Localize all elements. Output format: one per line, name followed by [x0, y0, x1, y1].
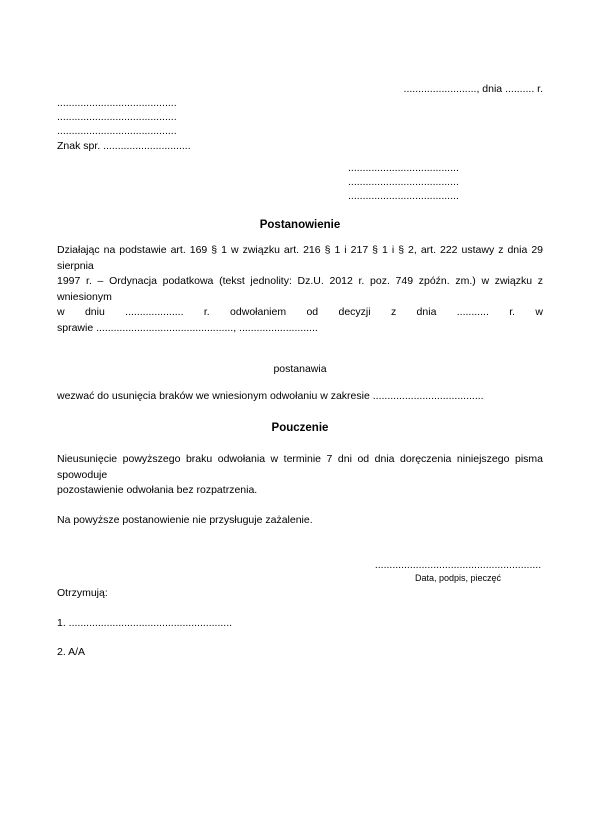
- sender-block: [57, 96, 543, 138]
- recipients-heading: Otrzymują:: [57, 586, 108, 599]
- legal-basis-paragraph: [57, 243, 543, 336]
- instruction-paragraph: [57, 452, 543, 499]
- case-reference-line: Znak spr. ..............................: [57, 140, 191, 152]
- legal-basis-line: 1997 r. – Ordynacja podatkowa (tekst jednolity: Dz.U. 2012 r. poz. 749 zpóźn. zm.) w związku z wniesionym: [57, 275, 543, 303]
- instruction-line: Nieusunięcie powyższego braku odwołania w terminie 7 dni od dnia doręczenia niniejszego pisma spowoduje: [57, 453, 543, 481]
- resolution-word: postanawia: [273, 363, 327, 375]
- sender-fill-line: .........................................: [57, 97, 177, 109]
- signature-dotted-line: .........................................................: [374, 558, 542, 571]
- sender-fill-line: .........................................: [57, 111, 177, 123]
- recipient-item: 2. A/A: [57, 645, 86, 658]
- legal-basis-line: w dniu .................... r. odwołaniem od decyzji z dnia ........... r. w: [57, 306, 543, 318]
- recipient-item: 1. ........................................................: [57, 616, 233, 629]
- date-place-line: ........................., dnia .......... r.: [403, 83, 543, 95]
- document-title: Postanowienie: [259, 219, 341, 231]
- recipient-fill-line: ......................................: [348, 162, 459, 174]
- signature-block: [373, 558, 543, 584]
- resolution-text: wezwać do usunięcia braków we wniesionym odwołaniu w zakresie ......................................: [57, 390, 484, 402]
- legal-basis-line: sprawie ..............................................., ...........................: [57, 321, 318, 334]
- no-appeal-text: Na powyższe postanowienie nie przysługuje zażalenie.: [57, 513, 313, 526]
- instruction-heading: Pouczenie: [271, 422, 329, 434]
- instruction-line: pozostawienie odwołania bez rozpatrzenia.: [57, 484, 258, 496]
- signature-caption: Data, podpis, pieczęć: [414, 572, 502, 583]
- recipient-fill-line: ......................................: [348, 176, 459, 188]
- recipient-block: [348, 161, 543, 203]
- sender-fill-line: .........................................: [57, 125, 177, 137]
- legal-basis-line: Działając na podstawie art. 169 § 1 w związku art. 216 § 1 i 217 § 1 i § 2, art. 222 ustawy z dnia 29 sierpnia: [57, 244, 543, 272]
- recipient-fill-line: ......................................: [348, 190, 459, 202]
